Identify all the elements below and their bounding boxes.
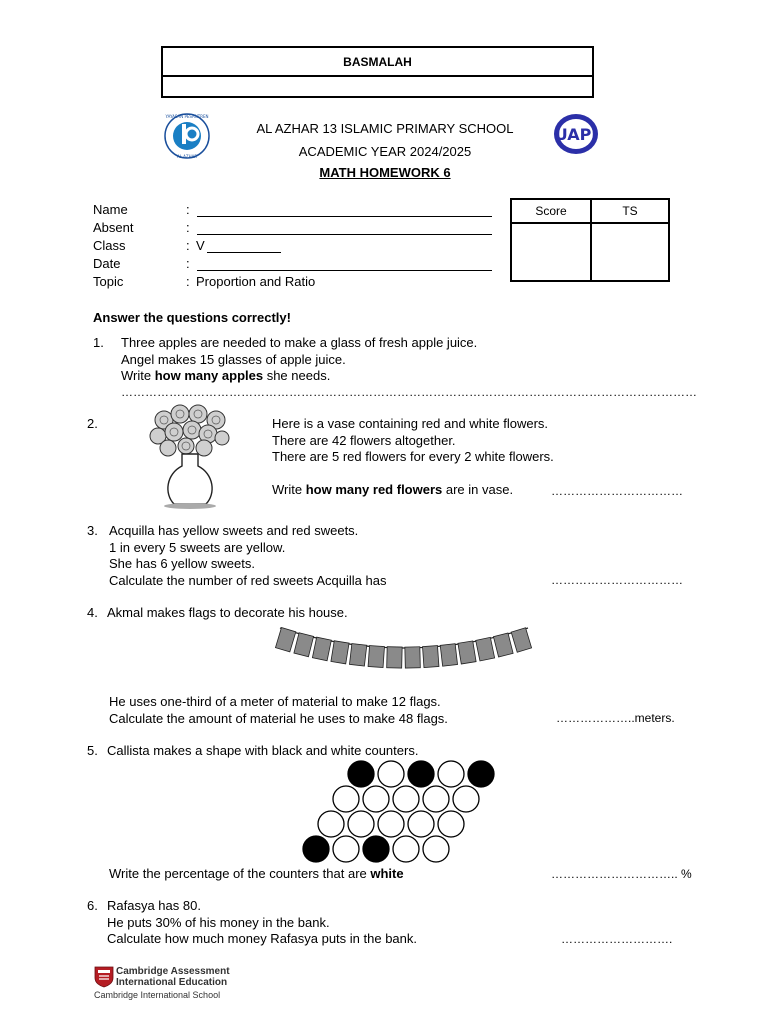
instruction: Answer the questions correctly! [93, 310, 291, 325]
counter-white [333, 836, 359, 862]
bunting-flag [368, 646, 384, 668]
bunting-flag [312, 637, 331, 661]
q2-number: 2. [87, 416, 98, 431]
q3-text: Acquilla has yellow sweets and red sweets. 1 in every 5 sweets are yellow. She has 6 yellow sweets. Calculate the number of red sweets Acquilla has [109, 523, 387, 588]
counter-white [318, 811, 344, 837]
basmalah-box [161, 46, 594, 98]
absent-colon: : [186, 220, 190, 235]
name-colon: : [186, 202, 190, 217]
q4-answer[interactable]: ………………..meters. [556, 711, 675, 725]
q5-text-intro: Callista makes a shape with black and white counters. [107, 743, 419, 758]
counter-white [438, 761, 464, 787]
q2-answer[interactable]: …………………………… [551, 484, 683, 498]
q4-text-intro: Akmal makes flags to decorate his house. [107, 605, 348, 620]
academic-year: ACADEMIC YEAR 2024/2025 [298, 144, 472, 159]
q4-number: 4. [87, 605, 98, 620]
q1-answer[interactable]: ……………………………………………………………………………………………………………………………… [121, 385, 697, 399]
class-colon: : [186, 238, 190, 253]
topic-value: Proportion and Ratio [196, 274, 316, 289]
q4-text: He uses one-third of a meter of material to make 12 flags. Calculate the amount of material he uses to make 48 flags. [109, 694, 448, 726]
date-colon: : [186, 256, 190, 271]
q3-number: 3. [87, 523, 98, 538]
basmalah-label: BASMALAH [163, 48, 592, 77]
absent-field[interactable] [197, 234, 492, 235]
bunting-flag [294, 633, 314, 657]
q1-text: Three apples are needed to make a glass of fresh apple juice. Angel makes 15 glasses of apple juice. Write how many apples she needs. [121, 335, 478, 383]
school-name: AL AZHAR 13 ISLAMIC PRIMARY SCHOOL [256, 121, 514, 136]
q6-answer[interactable]: ………………………. [561, 932, 673, 946]
bunting-flag [423, 646, 439, 668]
q3-answer[interactable]: …………………………… [551, 573, 683, 587]
counter-black [408, 761, 434, 787]
counter-white [378, 761, 404, 787]
footer-brand: Cambridge Assessment International Education [116, 966, 230, 988]
bunting-flag [440, 644, 457, 667]
bunting-flag [331, 641, 349, 664]
counter-white [438, 811, 464, 837]
counters-shape [298, 760, 498, 864]
counter-white [423, 836, 449, 862]
class-field[interactable] [207, 252, 281, 253]
footer-school: Cambridge International School [94, 990, 221, 1000]
date-label: Date [93, 256, 121, 271]
counter-black [363, 836, 389, 862]
ts-header: TS [622, 204, 638, 218]
class-label: Class [93, 238, 126, 253]
school-logo-icon [160, 112, 214, 160]
bunting-flag [476, 637, 495, 661]
counter-black [303, 836, 329, 862]
counter-white [408, 811, 434, 837]
bunting-flag [275, 628, 295, 652]
counter-white [423, 786, 449, 812]
cambridge-crest-icon [94, 966, 114, 988]
counter-black [468, 761, 494, 787]
date-field[interactable] [197, 270, 492, 271]
q6-number: 6. [87, 898, 98, 913]
bunting-flag [493, 633, 513, 657]
q5-text: Write the percentage of the counters that are white [109, 866, 404, 881]
class-value: V [196, 238, 205, 253]
svg-text:YAYASAN PESANTREN: YAYASAN PESANTREN [165, 114, 209, 119]
topic-label: Topic [93, 274, 124, 289]
school-logo-right [551, 112, 601, 156]
counter-white [363, 786, 389, 812]
bunting-flag [458, 641, 476, 664]
cambridge-crest [94, 966, 114, 988]
bunting-flag [511, 628, 531, 652]
q2-text: Here is a vase containing red and white flowers. There are 42 flowers altogether. There are 5 red flowers for every 2 white flowers. Write how many red flowers are in vase. [272, 416, 554, 497]
counter-white [333, 786, 359, 812]
q5-number: 5. [87, 743, 98, 758]
absent-label: Absent [93, 220, 134, 235]
svg-text:AL AZHAR: AL AZHAR [176, 154, 198, 159]
score-header: Score [535, 204, 567, 218]
svg-text:UAPI: UAPI [554, 125, 598, 144]
counter-white [393, 836, 419, 862]
flag-bunting [278, 624, 530, 688]
score-table [510, 198, 670, 282]
q6-text: Rafasya has 80. He puts 30% of his money in the bank. Calculate how much money Rafasya puts in the bank. [107, 898, 418, 946]
bunting-flag [349, 644, 366, 667]
q1-number: 1. [93, 335, 104, 350]
q5-answer[interactable]: ………………………….. % [551, 867, 692, 881]
bunting-flag [405, 647, 420, 668]
counter-white [393, 786, 419, 812]
name-label: Name [93, 202, 128, 217]
topic-colon: : [186, 274, 190, 289]
counter-white [348, 811, 374, 837]
counter-white [378, 811, 404, 837]
counter-white [453, 786, 479, 812]
flower-vase-icon [150, 404, 230, 510]
school-logo-left [160, 112, 214, 160]
flower-vase-image [150, 404, 230, 510]
name-field[interactable] [197, 216, 492, 217]
flag-bunting-icon [278, 624, 530, 688]
uapi-logo-icon [551, 112, 601, 156]
counters-icon [298, 760, 498, 864]
bunting-flag [387, 647, 402, 668]
page-title: MATH HOMEWORK 6 [319, 165, 451, 180]
counter-black [348, 761, 374, 787]
